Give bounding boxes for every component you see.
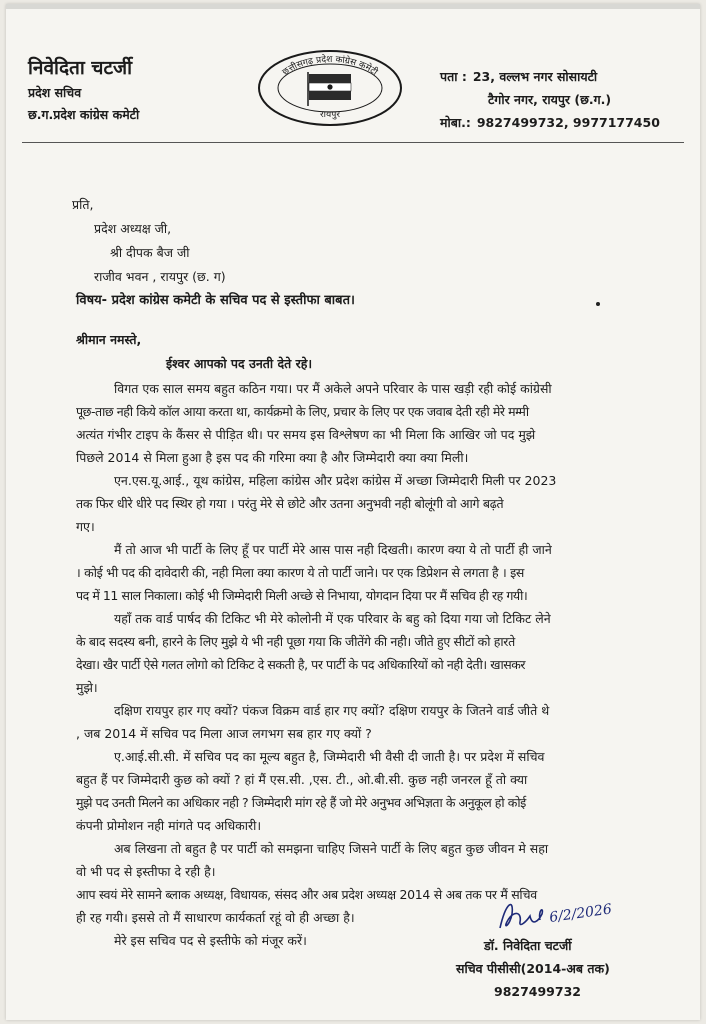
body-line: कंपनी प्रोमोशन नही मांगते पद अधिकारी।: [76, 818, 262, 833]
address-label: पता :: [440, 69, 467, 84]
body-line: यहाँ तक वार्ड पार्षद की टिकिट भी मेरे कोलोनी में एक परिवार के बहु को दिया गया जो टिकिट लेने: [114, 611, 551, 626]
body-line: विगत एक साल समय बहुत कठिन गया। पर मैं अकेले अपने परिवार के पास खड़ी रही कोई कांग्रेसी: [114, 381, 552, 396]
sender-name: निवेदिता चटर्जी: [28, 57, 133, 79]
body-line: एन.एस.यू.आई., यूथ कांग्रेस, महिला कांग्रेस और प्रदेश कांग्रेस में अच्छा जिम्मेदारी मिली पर 2023: [114, 473, 557, 488]
body-line: । कोई भी पद की दावेदारी की, नही मिला क्या कारण ये तो पार्टी जाने। पर एक डिप्रेशन से लगता है । इस: [76, 565, 525, 580]
body-line: , जब 2014 में सचिव पद मिला आज लगभग सब हार गए क्यों ?: [76, 726, 372, 741]
handwritten-signature: [492, 892, 642, 938]
body-line: वो भी पद से इस्तीफा दे रही है।: [76, 864, 216, 879]
body-line: मुझे।: [76, 680, 98, 695]
mobile-label: मोबा.:: [440, 115, 471, 130]
body-line: तक फिर धीरे धीरे पद स्थिर हो गया । परंतु मेरे से छोटे और उतना अनुभवी नही बोलूंगी वो आगे बढ़ते: [76, 496, 504, 511]
body-line: पूछ-ताछ नही किये कॉल आया करता था, कार्यक्रमो के लिए, प्रचार के लिए पर एक जवाब देती रही मेरे मम्मी: [76, 404, 529, 419]
body-line: मेरे इस सचिव पद से इस्तीफे को मंजूर करें।: [114, 933, 307, 948]
signatory-designation: सचिव पीसीसी(2014-अब तक): [456, 961, 610, 976]
blessing-line: ईश्वर आपको पद उनती देते रहे।: [166, 356, 313, 371]
congress-logo-seal: [256, 48, 404, 128]
body-line: ए.आई.सी.सी. में सचिव पद का मूल्य बहुत है, जिम्मेदारी भी वैसी दी जाती है। पर प्रदेश में सचिव: [114, 749, 545, 764]
body-line: देखा। खैर पार्टी ऐसे गलत लोगो को टिकिट दे सकती है, पर पार्टी के पद अधिकारियों को नही देती। खासकर: [76, 657, 526, 672]
letterhead-left: [28, 54, 139, 126]
ink-dot: [596, 302, 600, 306]
signatory-phone: 9827499732: [494, 984, 581, 999]
body-line: पद में 11 साल निकाला। कोई भी जिम्मेदारी मिली अच्छे से निभाया, योगदान दिया पर मैं सचिव ही रह गयी।: [76, 588, 528, 603]
salutation: श्रीमान नमस्ते,: [76, 332, 142, 347]
address-line-1: 23, वल्लभ नगर सोसायटी: [472, 69, 598, 84]
body-line: मुझे पद उनती मिलने का अधिकार नही ? जिम्मेदारी मांग रहे हैं जो मेरे अनुभव अभिज्ञता के अनुकूल हो कोई: [76, 795, 526, 810]
body-line: गए।: [76, 519, 95, 534]
body-line: के बाद सदस्य बनी, हारने के लिए मुझे ये भी नही पूछा गया कि जीतेंगे की नही। जीते हुए सीटों को हारते: [76, 634, 515, 649]
body-line: आप स्वयं मेरे सामने ब्लाक अध्यक्ष, विधायक, संसद और अब प्रदेश अध्यक्ष 2014 से अब तक पर मैं सचिव: [76, 887, 537, 902]
mobile-numbers: 9827499732, 9977177450: [476, 115, 660, 130]
body-line: ही रह गयी। इससे तो मैं साधारण कार्यकर्ता रहूं वो ही अच्छा है।: [76, 910, 355, 925]
sender-designation: प्रदेश सचिव: [28, 85, 82, 100]
letter-page: [6, 4, 700, 1020]
signatory-name: डॉ. निवेदिता चटर्जी: [484, 938, 572, 953]
recipient-to: प्रति,: [72, 197, 94, 212]
address-line-2: टैगोर नगर, रायपुर (छ.ग.): [488, 92, 612, 107]
recipient-line-2: श्री दीपक बैज जी: [110, 245, 190, 260]
header-divider: [22, 142, 684, 143]
signature-date: 6/2/2026: [548, 901, 613, 926]
recipient-line-3: राजीव भवन , रायपुर (छ. ग): [94, 269, 226, 284]
body-line: दक्षिण रायपुर हार गए क्यों? पंकज विक्रम वार्ड हार गए क्यों? दक्षिण रायपुर के जितने वार्ड जीते थे: [114, 703, 550, 718]
logo-text-bottom: रायपुर: [319, 110, 341, 120]
top-edge: [6, 4, 700, 9]
body-line: अत्यंत गंभीर टाइप के कैंसर से पीड़ित थी। पर समय इस विश्लेषण का भी मिला कि आखिर जो पद मुझे: [76, 427, 536, 442]
body-line: मैं तो आज भी पार्टी के लिए हूँ पर पार्टी मेरे आस पास नही दिखती। कारण क्या ये तो पार्टी ही जाने: [114, 542, 552, 557]
body-line: पिछले 2014 से मिला हुआ है इस पद की गरिमा क्या है और जिम्मेदारी क्या क्या मिली।: [76, 450, 469, 465]
recipient-line-1: प्रदेश अध्यक्ष जी,: [94, 221, 172, 236]
logo-text-top: छत्तीसगढ़ प्रदेश कांग्रेस कमेटी: [280, 54, 380, 78]
subject-line: विषय- प्रदेश कांग्रेस कमेटी के सचिव पद से इस्तीफा बाबत।: [76, 293, 355, 308]
body-line: अब लिखना तो बहुत है पर पार्टी को समझना चाहिए जिसने पार्टी के लिए बहुत कुछ जीवन मे सहा: [114, 841, 549, 856]
letterhead-right: [440, 65, 660, 134]
body-line: बहुत हैं पर जिम्मेदारी कुछ को क्यों ? हां मैं एस.सी. ,एस. टी., ओ.बी.सी. कुछ नही जनरल हूँ तो क्या: [76, 772, 528, 787]
sender-organization: छ.ग.प्रदेश कांग्रेस कमेटी: [28, 107, 140, 122]
